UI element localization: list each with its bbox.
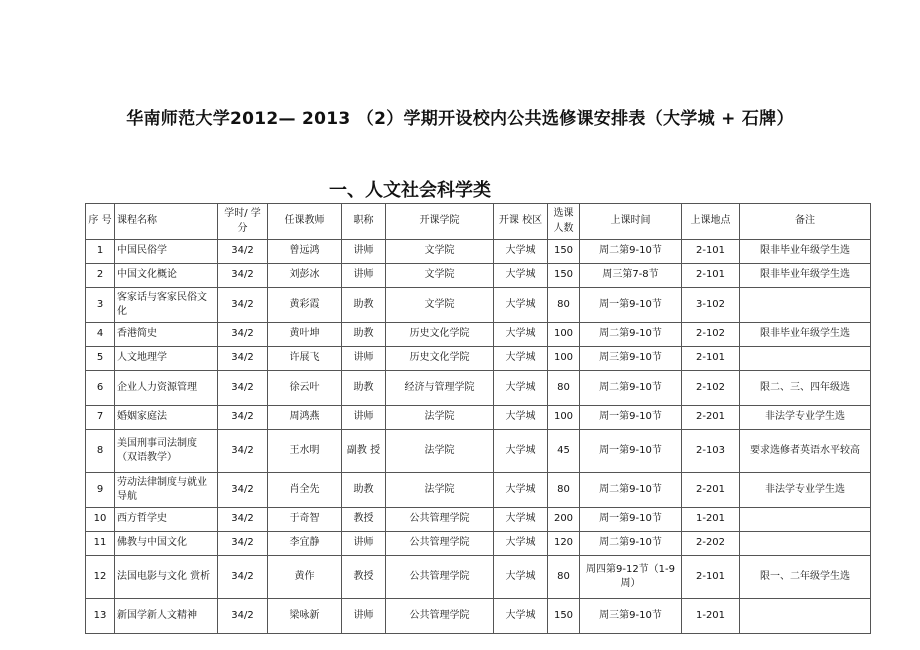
campus: 大学城 — [494, 347, 548, 371]
hours-credits: 34/2 — [218, 406, 268, 430]
enrollment: 150 — [548, 240, 580, 264]
campus: 大学城 — [494, 264, 548, 288]
table-row — [86, 556, 871, 599]
remarks — [740, 599, 871, 634]
location: 2-101 — [682, 240, 740, 264]
location: 2-201 — [682, 406, 740, 430]
class-time: 周三第9-10节 — [580, 599, 682, 634]
title-rank: 助教 — [342, 288, 386, 323]
row-index: 7 — [86, 406, 115, 430]
enrollment: 100 — [548, 347, 580, 371]
enrollment: 80 — [548, 473, 580, 508]
row-index: 2 — [86, 264, 115, 288]
course-name: 香港简史 — [115, 323, 218, 347]
class-time: 周一第9-10节 — [580, 508, 682, 532]
table-row — [86, 264, 871, 288]
table-row — [86, 532, 871, 556]
row-index: 12 — [86, 556, 115, 599]
header-index: 序 号 — [86, 204, 115, 240]
document-title: 华南师范大学2012— 2013 （2）学期开设校内公共选修课安排表（大学城 + 石牌） — [126, 109, 794, 129]
remarks — [740, 347, 871, 371]
enrollment: 120 — [548, 532, 580, 556]
campus: 大学城 — [494, 532, 548, 556]
course-name: 中国民俗学 — [115, 240, 218, 264]
title-rank: 助教 — [342, 473, 386, 508]
teacher: 黄作 — [268, 556, 342, 599]
course-name: 新国学新人文精神 — [115, 599, 218, 634]
title-rank: 讲师 — [342, 532, 386, 556]
campus: 大学城 — [494, 599, 548, 634]
teacher: 王水明 — [268, 430, 342, 473]
header-title-rank: 职称 — [342, 204, 386, 240]
table-row — [86, 430, 871, 473]
title-rank: 讲师 — [342, 264, 386, 288]
class-time: 周一第9-10节 — [580, 288, 682, 323]
remarks: 限一、二年级学生选 — [740, 556, 871, 599]
table-row — [86, 323, 871, 347]
remarks — [740, 508, 871, 532]
college: 法学院 — [386, 406, 494, 430]
class-time: 周一第9-10节 — [580, 430, 682, 473]
row-index: 1 — [86, 240, 115, 264]
course-name: 劳动法律制度与就业导航 — [115, 473, 218, 508]
enrollment: 80 — [548, 371, 580, 406]
title-rank: 助教 — [342, 371, 386, 406]
college: 法学院 — [386, 473, 494, 508]
teacher: 曾远鸿 — [268, 240, 342, 264]
campus: 大学城 — [494, 508, 548, 532]
course-schedule-table — [85, 203, 871, 634]
teacher: 黄彩霞 — [268, 288, 342, 323]
location: 2-103 — [682, 430, 740, 473]
college: 公共管理学院 — [386, 556, 494, 599]
teacher: 于奇智 — [268, 508, 342, 532]
hours-credits: 34/2 — [218, 430, 268, 473]
enrollment: 100 — [548, 406, 580, 430]
header-teacher: 任课教师 — [268, 204, 342, 240]
row-index: 11 — [86, 532, 115, 556]
table-header-row — [86, 204, 871, 240]
teacher: 李宜静 — [268, 532, 342, 556]
enrollment: 150 — [548, 599, 580, 634]
class-time: 周三第7-8节 — [580, 264, 682, 288]
remarks: 要求选修者英语水平较高 — [740, 430, 871, 473]
location: 1-201 — [682, 599, 740, 634]
college: 经济与管理学院 — [386, 371, 494, 406]
college: 公共管理学院 — [386, 508, 494, 532]
college: 文学院 — [386, 264, 494, 288]
table-row — [86, 406, 871, 430]
campus: 大学城 — [494, 556, 548, 599]
enrollment: 80 — [548, 288, 580, 323]
hours-credits: 34/2 — [218, 323, 268, 347]
campus: 大学城 — [494, 473, 548, 508]
hours-credits: 34/2 — [218, 508, 268, 532]
remarks: 非法学专业学生选 — [740, 406, 871, 430]
college: 公共管理学院 — [386, 599, 494, 634]
location: 3-102 — [682, 288, 740, 323]
course-name: 婚姻家庭法 — [115, 406, 218, 430]
table-row — [86, 240, 871, 264]
remarks: 限非毕业年级学生选 — [740, 323, 871, 347]
enrollment: 150 — [548, 264, 580, 288]
campus: 大学城 — [494, 288, 548, 323]
course-name: 中国文化概论 — [115, 264, 218, 288]
header-class-time: 上课时间 — [580, 204, 682, 240]
section-heading: 一、人文社会科学类 — [329, 180, 491, 201]
header-remarks: 备注 — [740, 204, 871, 240]
table-row — [86, 599, 871, 634]
hours-credits: 34/2 — [218, 264, 268, 288]
college: 法学院 — [386, 430, 494, 473]
row-index: 6 — [86, 371, 115, 406]
campus: 大学城 — [494, 406, 548, 430]
teacher: 刘彭冰 — [268, 264, 342, 288]
row-index: 9 — [86, 473, 115, 508]
campus: 大学城 — [494, 371, 548, 406]
title-rank: 教授 — [342, 556, 386, 599]
table-row — [86, 288, 871, 323]
teacher: 徐云叶 — [268, 371, 342, 406]
hours-credits: 34/2 — [218, 532, 268, 556]
remarks: 非法学专业学生选 — [740, 473, 871, 508]
enrollment: 45 — [548, 430, 580, 473]
teacher: 许展飞 — [268, 347, 342, 371]
location: 2-102 — [682, 323, 740, 347]
course-name: 西方哲学史 — [115, 508, 218, 532]
header-course-name: 课程名称 — [115, 204, 218, 240]
remarks — [740, 532, 871, 556]
campus: 大学城 — [494, 323, 548, 347]
row-index: 5 — [86, 347, 115, 371]
course-name: 企业人力资源管理 — [115, 371, 218, 406]
college: 文学院 — [386, 240, 494, 264]
header-college: 开课学院 — [386, 204, 494, 240]
course-name: 人文地理学 — [115, 347, 218, 371]
title-rank: 讲师 — [342, 347, 386, 371]
row-index: 3 — [86, 288, 115, 323]
hours-credits: 34/2 — [218, 371, 268, 406]
remarks: 限非毕业年级学生选 — [740, 264, 871, 288]
remarks — [740, 288, 871, 323]
teacher: 肖全先 — [268, 473, 342, 508]
college: 文学院 — [386, 288, 494, 323]
campus: 大学城 — [494, 430, 548, 473]
row-index: 10 — [86, 508, 115, 532]
row-index: 4 — [86, 323, 115, 347]
title-rank: 讲师 — [342, 406, 386, 430]
location: 2-202 — [682, 532, 740, 556]
location: 2-101 — [682, 347, 740, 371]
class-time: 周二第9-10节 — [580, 371, 682, 406]
course-name: 法国电影与文化 赏析 — [115, 556, 218, 599]
title-rank: 助教 — [342, 323, 386, 347]
table-row — [86, 347, 871, 371]
table-row — [86, 473, 871, 508]
remarks: 限二、三、四年级选 — [740, 371, 871, 406]
teacher: 黄叶坤 — [268, 323, 342, 347]
title-rank: 副教 授 — [342, 430, 386, 473]
teacher: 梁咏新 — [268, 599, 342, 634]
header-campus: 开课 校区 — [494, 204, 548, 240]
class-time: 周二第9-10节 — [580, 240, 682, 264]
enrollment: 80 — [548, 556, 580, 599]
class-time: 周一第9-10节 — [580, 406, 682, 430]
class-time: 周二第9-10节 — [580, 323, 682, 347]
remarks: 限非毕业年级学生选 — [740, 240, 871, 264]
location: 2-101 — [682, 556, 740, 599]
table-row — [86, 371, 871, 406]
location: 2-102 — [682, 371, 740, 406]
hours-credits: 34/2 — [218, 288, 268, 323]
course-name: 佛教与中国文化 — [115, 532, 218, 556]
hours-credits: 34/2 — [218, 556, 268, 599]
college: 公共管理学院 — [386, 532, 494, 556]
class-time: 周二第9-10节 — [580, 473, 682, 508]
title-rank: 讲师 — [342, 240, 386, 264]
hours-credits: 34/2 — [218, 240, 268, 264]
course-name: 客家话与客家民俗文化 — [115, 288, 218, 323]
college: 历史文化学院 — [386, 323, 494, 347]
enrollment: 100 — [548, 323, 580, 347]
location: 1-201 — [682, 508, 740, 532]
class-time: 周四第9-12节（1-9 周） — [580, 556, 682, 599]
location: 2-201 — [682, 473, 740, 508]
row-index: 8 — [86, 430, 115, 473]
course-name: 美国刑事司法制度（双语教学） — [115, 430, 218, 473]
table-row — [86, 508, 871, 532]
location: 2-101 — [682, 264, 740, 288]
class-time: 周三第9-10节 — [580, 347, 682, 371]
title-rank: 教授 — [342, 508, 386, 532]
enrollment: 200 — [548, 508, 580, 532]
hours-credits: 34/2 — [218, 347, 268, 371]
teacher: 周鸿燕 — [268, 406, 342, 430]
hours-credits: 34/2 — [218, 473, 268, 508]
header-enrollment: 选课 人数 — [548, 204, 580, 240]
header-location: 上课地点 — [682, 204, 740, 240]
hours-credits: 34/2 — [218, 599, 268, 634]
row-index: 13 — [86, 599, 115, 634]
college: 历史文化学院 — [386, 347, 494, 371]
class-time: 周二第9-10节 — [580, 532, 682, 556]
header-hours-credits: 学时/ 学分 — [218, 204, 268, 240]
campus: 大学城 — [494, 240, 548, 264]
title-rank: 讲师 — [342, 599, 386, 634]
